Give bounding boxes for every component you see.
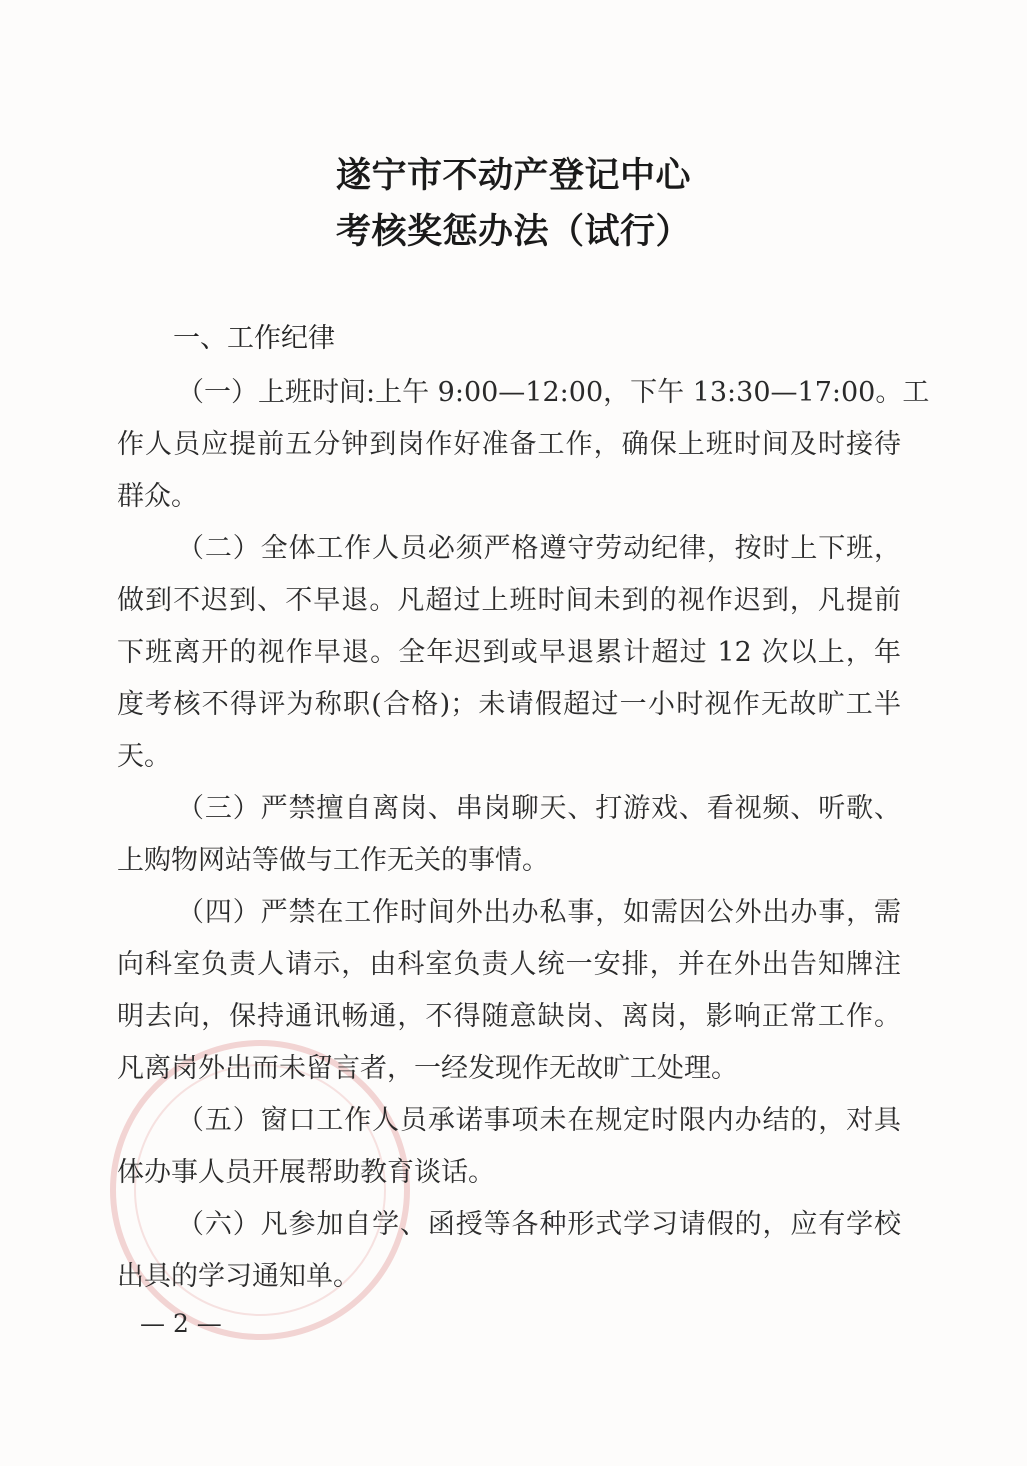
paragraph-3-line-1: （三）严禁擅自离岗、串岗聊天、打游戏、看视频、听歌、 xyxy=(177,793,901,824)
section-heading: 一、工作纪律 xyxy=(173,323,335,354)
paragraph-3-line-2: 上购物网站等做与工作无关的事情。 xyxy=(117,845,549,876)
paragraph-1-line-1: （一）上班时间:上午 9:00—12:00，下午 13:30—17:00。工 xyxy=(177,377,930,408)
paragraph-2-line-1: （二）全体工作人员必须严格遵守劳动纪律，按时上下班， xyxy=(177,533,901,564)
paragraph-1-line-3: 群众。 xyxy=(117,481,198,512)
paragraph-5-line-1: （五）窗口工作人员承诺事项未在规定时限内办结的，对具 xyxy=(177,1105,901,1136)
paragraph-1-line-2: 作人员应提前五分钟到岗作好准备工作，确保上班时间及时接待 xyxy=(117,429,901,460)
paragraph-2-line-5: 天。 xyxy=(117,741,171,772)
paragraph-6-line-2: 出具的学习通知单。 xyxy=(117,1261,360,1292)
paragraph-4-line-1: （四）严禁在工作时间外出办私事，如需因公外出办事，需 xyxy=(177,897,901,928)
paragraph-4-line-3: 明去向，保持通讯畅通，不得随意缺岗、离岗，影响正常工作。 xyxy=(117,1001,901,1032)
paragraph-2-line-3: 下班离开的视作早退。全年迟到或早退累计超过 12 次以上，年 xyxy=(117,637,901,668)
paragraph-2-line-4: 度考核不得评为称职(合格)；未请假超过一小时视作无故旷工半 xyxy=(117,689,901,720)
page-number: — 2 — xyxy=(140,1309,222,1338)
paragraph-5-line-2: 体办事人员开展帮助教育谈话。 xyxy=(117,1157,495,1188)
paragraph-6-line-1: （六）凡参加自学、函授等各种形式学习请假的，应有学校 xyxy=(177,1209,901,1240)
paragraph-4-line-2: 向科室负责人请示，由科室负责人统一安排，并在外出告知牌注 xyxy=(117,949,901,980)
paragraph-4-line-4: 凡离岗外出而未留言者，一经发现作无故旷工处理。 xyxy=(117,1053,738,1084)
paragraph-2-line-2: 做到不迟到、不早退。凡超过上班时间未到的视作迟到，凡提前 xyxy=(117,585,901,616)
document-title-line-1: 遂宁市不动产登记中心 xyxy=(335,155,691,196)
document-title-line-2: 考核奖惩办法（试行） xyxy=(335,211,691,252)
